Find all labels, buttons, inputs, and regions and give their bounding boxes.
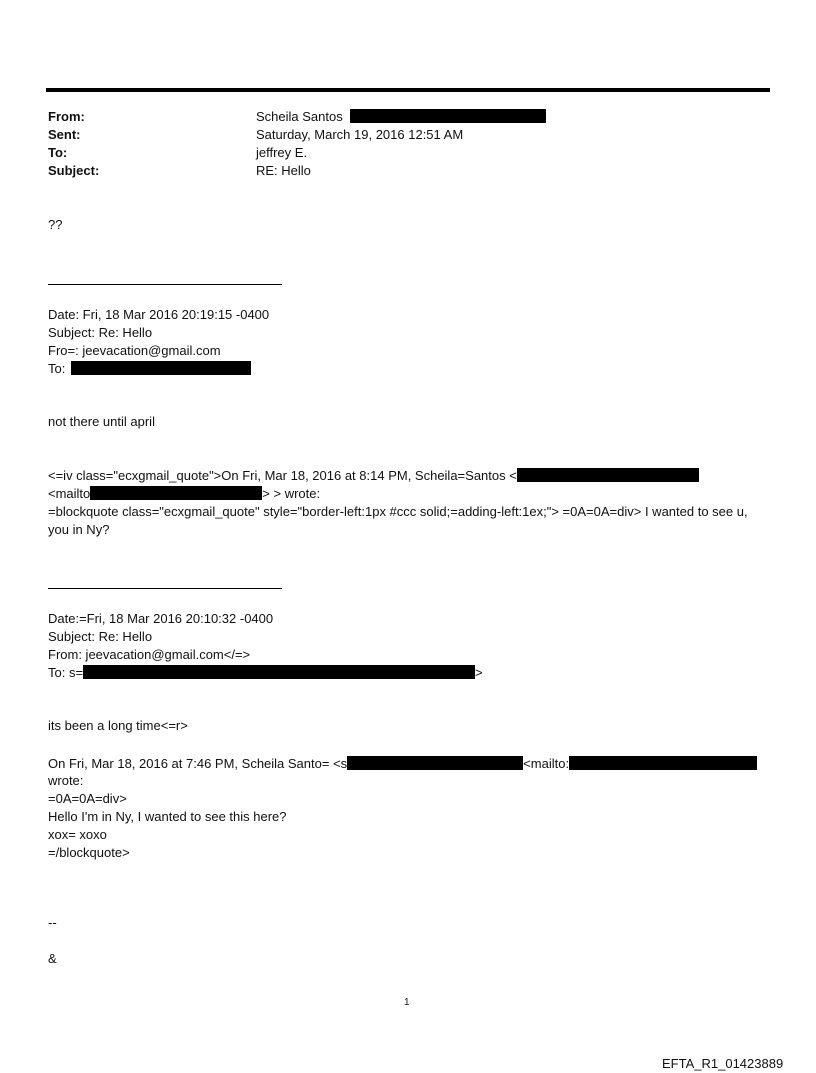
redaction-box: [350, 109, 546, 123]
subject-label: Subject:: [48, 163, 100, 178]
message1-quote-line3: =blockquote class="ecxgmail_quote" style="border-left:1px #ccc solid;=adding-left:1ex;"> =0A=0A=div> I wanted to see u, you in Ny?: [48, 504, 748, 537]
subject-value: RE: Hello: [256, 163, 311, 178]
separator-line: [48, 588, 282, 589]
redaction-box: [347, 756, 523, 770]
sent-value: Saturday, March 19, 2016 12:51 AM: [256, 127, 464, 142]
separator-line: [48, 284, 282, 285]
message2-to-label: To: s=: [48, 665, 84, 680]
message2-xoxo: xox= xoxo: [48, 827, 107, 842]
message1-from: Fro=: jeevacation@gmail.com: [48, 343, 221, 358]
message1-quote-line1: [48, 468, 699, 483]
message2-hello: Hello I'm in Ny, I wanted to see this here?: [48, 809, 287, 824]
bates-number: EFTA_R1_01423889: [662, 1056, 784, 1071]
message2-date: Date:=Fri, 18 Mar 2016 20:10:32 -0400: [48, 611, 274, 626]
message1-date: Date: Fri, 18 Mar 2016 20:19:15 -0400: [48, 307, 270, 322]
message2-wrote: wrote:: [48, 773, 84, 788]
message2-quote-line: [48, 756, 757, 771]
message2-to: [48, 665, 483, 680]
from-value: [256, 109, 546, 124]
redaction-box: [83, 665, 475, 679]
quote-line1-text: <=iv class="ecxgmail_quote">On Fri, Mar 18, 2016 at 8:14 PM, Scheila=Santos <: [48, 468, 517, 483]
to-value: jeffrey E.: [256, 145, 308, 160]
signature-dashes: --: [48, 915, 57, 930]
message2-body: its been a long time<=r>: [48, 718, 188, 733]
to-label: To:: [48, 145, 68, 160]
redaction-box: [90, 486, 262, 500]
redaction-box: [517, 468, 699, 482]
message2-to-suffix: >: [475, 665, 483, 680]
page-number: 1: [404, 997, 410, 1008]
sent-label: Sent:: [48, 127, 81, 142]
quote-line2-prefix: <mailto: [48, 486, 91, 501]
quote-mailto: <mailto:: [523, 756, 570, 771]
message1-body: not there until april: [48, 414, 155, 429]
redaction-box: [71, 361, 251, 375]
message1-quote-line2: [48, 486, 320, 501]
message1-to-label: To:: [48, 361, 66, 376]
top-rule: [46, 88, 770, 92]
ampersand: &: [48, 951, 57, 966]
message2-end-quote: =/blockquote>: [48, 845, 130, 860]
redaction-box: [569, 756, 757, 770]
message1-to: [48, 361, 251, 376]
message1-subject: Subject: Re: Hello: [48, 325, 153, 340]
quote-line2-suffix: > > wrote:: [262, 486, 321, 501]
quote-prefix: On Fri, Mar 18, 2016 at 7:46 PM, Scheila Santo= <s: [48, 756, 348, 771]
message2-subject: Subject: Re: Hello: [48, 629, 153, 644]
message2-div: =0A=0A=div>: [48, 791, 127, 806]
from-label: From:: [48, 109, 85, 124]
message2-from: From: jeevacation@gmail.com</=>: [48, 647, 251, 662]
reply-text: ??: [48, 217, 63, 232]
from-name: Scheila Santos: [256, 109, 343, 124]
